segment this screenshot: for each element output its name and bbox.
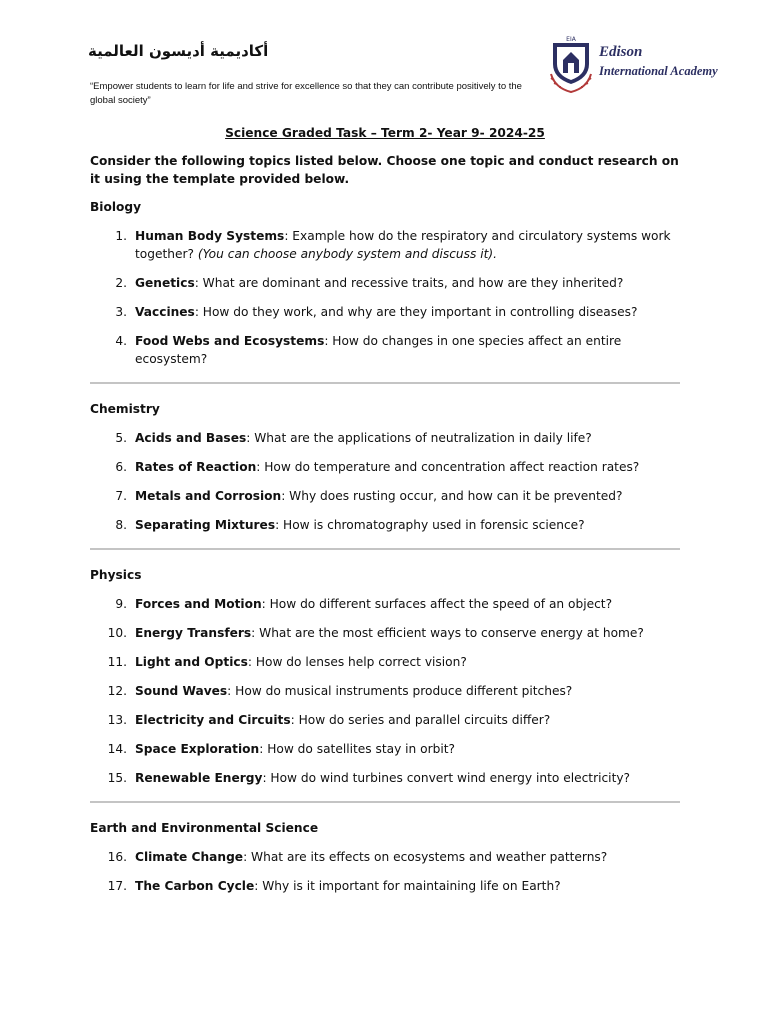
crest-letters: EIA (566, 36, 576, 43)
topic-question: : How do wind turbines convert wind energy into electricity? (262, 771, 631, 785)
section-heading-physics: Physics (90, 568, 142, 582)
topic-number: 12. (107, 684, 127, 698)
topic-item (90, 487, 680, 505)
topic-item (90, 303, 680, 321)
topic-title: Sound Waves (135, 684, 228, 698)
topic-question: : Why does rusting occur, and how can it be prevented? (281, 489, 623, 503)
topic-question: : What are the most efficient ways to conserve energy at home? (251, 626, 644, 640)
section-heading-earth-science: Earth and Environmental Science (90, 821, 319, 835)
topic-title: Genetics (135, 276, 195, 290)
earth-science-topic-list (90, 848, 680, 895)
topic-title: Rates of Reaction (135, 460, 257, 474)
topic-number: 6. (115, 460, 127, 474)
topic-item (90, 429, 680, 447)
topic-title: Light and Optics (135, 655, 248, 669)
topic-item (90, 848, 680, 866)
topic-number: 3. (115, 305, 127, 319)
chemistry-topic-list (90, 429, 680, 534)
topic-question: : How do series and parallel circuits differ? (290, 713, 551, 727)
topic-title: Metals and Corrosion (135, 489, 282, 503)
topic-item (90, 769, 680, 787)
topic-number: 7. (115, 489, 127, 503)
topic-question: : How do lenses help correct vision? (247, 655, 467, 669)
section-heading-biology: Biology (90, 200, 142, 214)
topic-number: 10. (107, 626, 127, 640)
task-title: Science Graded Task – Term 2- Year 9- 2024-25 (225, 126, 545, 140)
topic-number: 2. (115, 276, 127, 290)
biology-topic-list (90, 227, 680, 368)
arabic-school-name: أكاديمية أديسون العالمية (88, 42, 269, 60)
topic-item (90, 682, 680, 700)
crest-icon (545, 34, 597, 96)
school-logo (545, 34, 725, 96)
topic-question: : How do musical instruments produce different pitches? (227, 684, 573, 698)
topic-number: 16. (107, 850, 127, 864)
topic-question: : How do they work, and why are they important in controlling diseases? (194, 305, 638, 319)
topic-title: Energy Transfers (135, 626, 252, 640)
topic-item (90, 458, 680, 476)
topic-number: 1. (115, 229, 127, 243)
topic-item (90, 227, 680, 263)
topic-item (90, 711, 680, 729)
topic-number: 9. (115, 597, 127, 611)
topic-title: Climate Change (135, 850, 244, 864)
topic-number: 15. (107, 771, 127, 785)
topic-item (90, 624, 680, 642)
topic-title: Separating Mixtures (135, 518, 276, 532)
physics-topic-list (90, 595, 680, 787)
section-heading-chemistry: Chemistry (90, 402, 160, 416)
school-motto: “Empower students to learn for life and strive for excellence so that they can contribute positively to the global society” (90, 81, 522, 106)
topic-item (90, 274, 680, 292)
topic-number: 8. (115, 518, 127, 532)
task-content (90, 124, 680, 906)
topic-question: : What are the applications of neutralization in daily life? (246, 431, 592, 445)
brand-name-line1: Edison (599, 44, 643, 60)
topic-item (90, 653, 680, 671)
topic-number: 14. (107, 742, 127, 756)
topic-question: : Why is it important for maintaining life on Earth? (254, 879, 561, 893)
topic-question: : What are its effects on ecosystems and weather patterns? (243, 850, 608, 864)
topic-question: : What are dominant and recessive traits, and how are they inherited? (194, 276, 624, 290)
topic-question: : How do satellites stay in orbit? (259, 742, 455, 756)
topic-title: Human Body Systems (135, 229, 285, 243)
topic-title: Acids and Bases (135, 431, 247, 445)
topic-title: Renewable Energy (135, 771, 263, 785)
topic-item (90, 332, 680, 368)
topic-item (90, 877, 680, 895)
topic-question: : Example how do the respiratory and circulatory systems work together? (135, 229, 671, 261)
topic-question: : How do temperature and concentration affect reaction rates? (256, 460, 640, 474)
topic-question: : How do different surfaces affect the speed of an object? (261, 597, 613, 611)
topic-item (90, 516, 680, 534)
topic-title: Vaccines (135, 305, 195, 319)
topic-note: (You can choose anybody system and discuss it). (197, 247, 497, 261)
section-divider (90, 382, 680, 384)
task-instructions: Consider the following topics listed below. Choose one topic and conduct research on it using the template provided below. (90, 154, 679, 186)
topic-title: Electricity and Circuits (135, 713, 291, 727)
topic-number: 4. (115, 334, 127, 348)
topic-title: Space Exploration (135, 742, 260, 756)
section-divider (90, 801, 680, 803)
topic-title: Forces and Motion (135, 597, 262, 611)
brand-name-line2: International Academy (599, 64, 718, 78)
topic-number: 13. (107, 713, 127, 727)
topic-number: 11. (107, 655, 127, 669)
topic-number: 5. (115, 431, 127, 445)
topic-item (90, 740, 680, 758)
topic-question: : How is chromatography used in forensic science? (275, 518, 585, 532)
topic-item (90, 595, 680, 613)
topic-title: Food Webs and Ecosystems (135, 334, 325, 348)
topic-number: 17. (107, 879, 127, 893)
topic-title: The Carbon Cycle (135, 879, 255, 893)
topic-question: : How do changes in one species affect an entire ecosystem? (135, 334, 622, 366)
section-divider (90, 548, 680, 550)
